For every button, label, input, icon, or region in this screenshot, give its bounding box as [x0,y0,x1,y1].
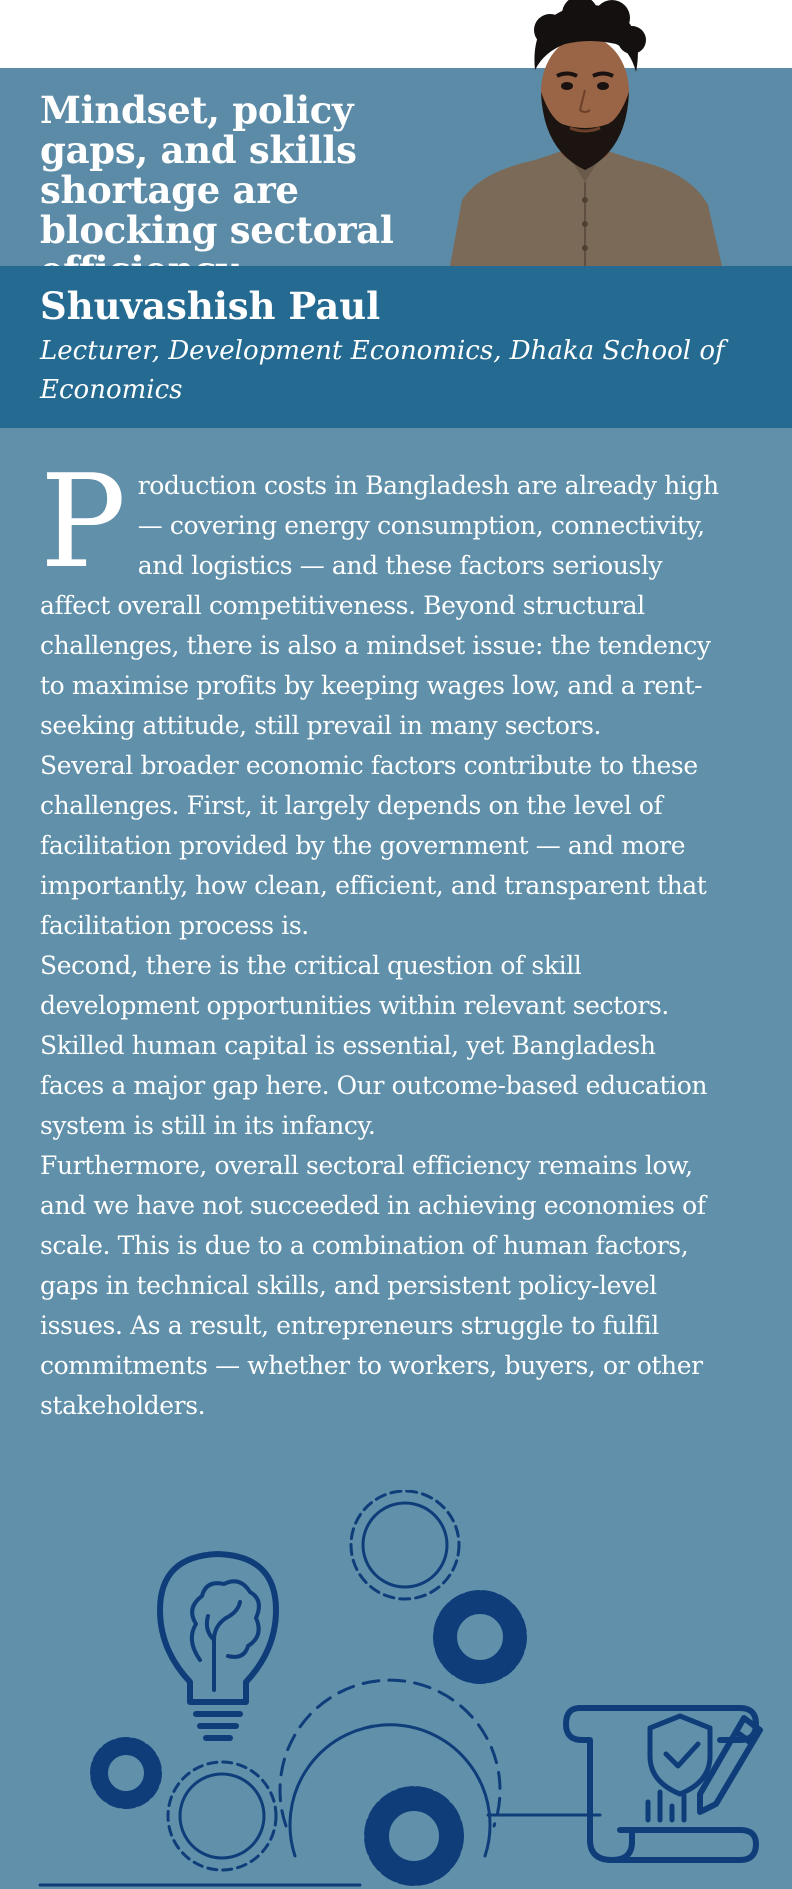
article-body [40,448,720,1426]
gear-icon-outline-top [351,1491,459,1599]
dropcap: P [40,448,126,597]
headline: Mindset, policy gaps, and skills shortage are blocking sectoral [40,88,394,252]
paragraph-1-text: roduction costs in Bangladesh are already high— covering energy consumption, connectivity, and logistics — and these factors seriously affect overall competitiveness. Beyond structural challenges, there is also a mindset issue: the tendency to maximise profits by keeping wages low, and a rent-seeking attitude, still prevail in many sectors. [40,471,719,740]
gear-icon-outline-bottom [168,1762,276,1870]
gear-icon-large [280,1680,500,1856]
paragraph-1 [40,448,720,746]
paragraph-4: Furthermore, overall sectoral efficiency remains low, and we have not succeeded in achieving economies of scale. This is due to a combination of human factors, gaps in technical skills, and persistent policy-level issues. As a result, entrepreneurs struggle to fulfil commitments — whether to workers, buyers, or other stakeholders. [40,1151,706,1420]
author-title: Lecturer, Development Economics, Dhaka School of Economics [40,336,725,405]
gear-icon-small-left [97,1744,155,1802]
gear-icon-solid-right [442,1599,518,1675]
author-portrait [440,0,730,266]
lightbulb-brain-icon [160,1554,276,1738]
paragraph-3: Second, there is the critical question of skill development opportunities within relevant sectors. Skilled human capital is essential, yet Bangladesh faces a major gap here. Our outcome-based education system is still in its infancy. [40,951,708,1140]
paragraph-2: Several broader economic factors contribute to these challenges. First, it largely depends on the level of facilitation provided by the government — and more importantly, how clean, efficient, and transparent that facilitation process is. [40,751,707,940]
gear-icon-bottom [374,1796,454,1876]
author-name: Shuvashish Paul [40,284,381,328]
illustration [0,1490,792,1889]
